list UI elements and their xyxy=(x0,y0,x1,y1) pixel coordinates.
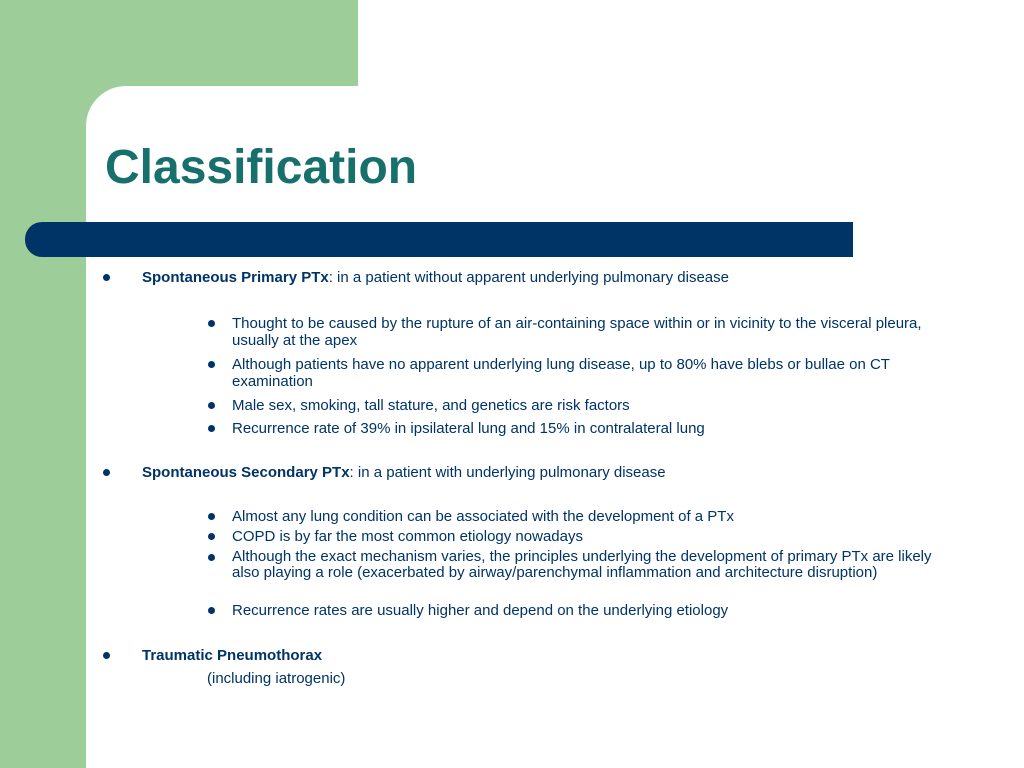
bullet-dot xyxy=(103,469,110,476)
sub-bullet-dot xyxy=(208,402,215,409)
bullet-note: (including iatrogenic) xyxy=(207,670,346,687)
sub-bullet-item: Thought to be caused by the rupture of an air-containing space within or in vicinity to the visceral pleura, usually at the apex xyxy=(232,315,922,349)
sub-bullet-dot xyxy=(208,425,215,432)
slide-title: Classification xyxy=(105,141,418,194)
bullet-spontaneous-secondary xyxy=(142,464,962,481)
sub-bullet-item: Recurrence rates are usually higher and depend on the underlying etiology xyxy=(232,602,729,619)
sub-bullet-item: Recurrence rate of 39% in ipsilateral lung and 15% in contralateral lung xyxy=(232,420,705,437)
sub-bullet-dot xyxy=(208,320,215,327)
sub-bullet-dot xyxy=(208,607,215,614)
sub-bullet-dot xyxy=(208,361,215,368)
title-underline-bar xyxy=(25,222,853,257)
bullet-traumatic xyxy=(142,647,962,664)
bullet-dot xyxy=(103,652,110,659)
bullet-heading: Spontaneous Secondary PTx xyxy=(142,464,350,481)
sub-bullet-item: COPD is by far the most common etiology nowadays xyxy=(232,528,583,545)
sub-bullet-item: Male sex, smoking, tall stature, and genetics are risk factors xyxy=(232,397,630,414)
sub-bullet-dot xyxy=(208,533,215,540)
bullet-heading: Traumatic Pneumothorax xyxy=(142,647,323,664)
bullet-heading: Spontaneous Primary PTx xyxy=(142,269,329,286)
sub-bullet-item: Although the exact mechanism varies, the principles underlying the development of primary PTx are likely also playing a role (exacerbated by airway/parenchymal inflammation and architecture disruption) xyxy=(232,548,932,581)
bullet-text: : in a patient with underlying pulmonary disease xyxy=(349,464,666,481)
sub-bullet-dot xyxy=(208,513,215,520)
sub-bullet-dot xyxy=(208,554,215,561)
bullet-text: : in a patient without apparent underlying pulmonary disease xyxy=(328,269,729,286)
bullet-dot xyxy=(103,274,110,281)
decorative-white-top xyxy=(358,0,1024,86)
sub-bullet-item: Almost any lung condition can be associated with the development of a PTx xyxy=(232,508,734,525)
sub-bullet-item: Although patients have no apparent underlying lung disease, up to 80% have blebs or bullae on CT examination xyxy=(232,356,890,390)
bullet-spontaneous-primary xyxy=(142,269,962,286)
